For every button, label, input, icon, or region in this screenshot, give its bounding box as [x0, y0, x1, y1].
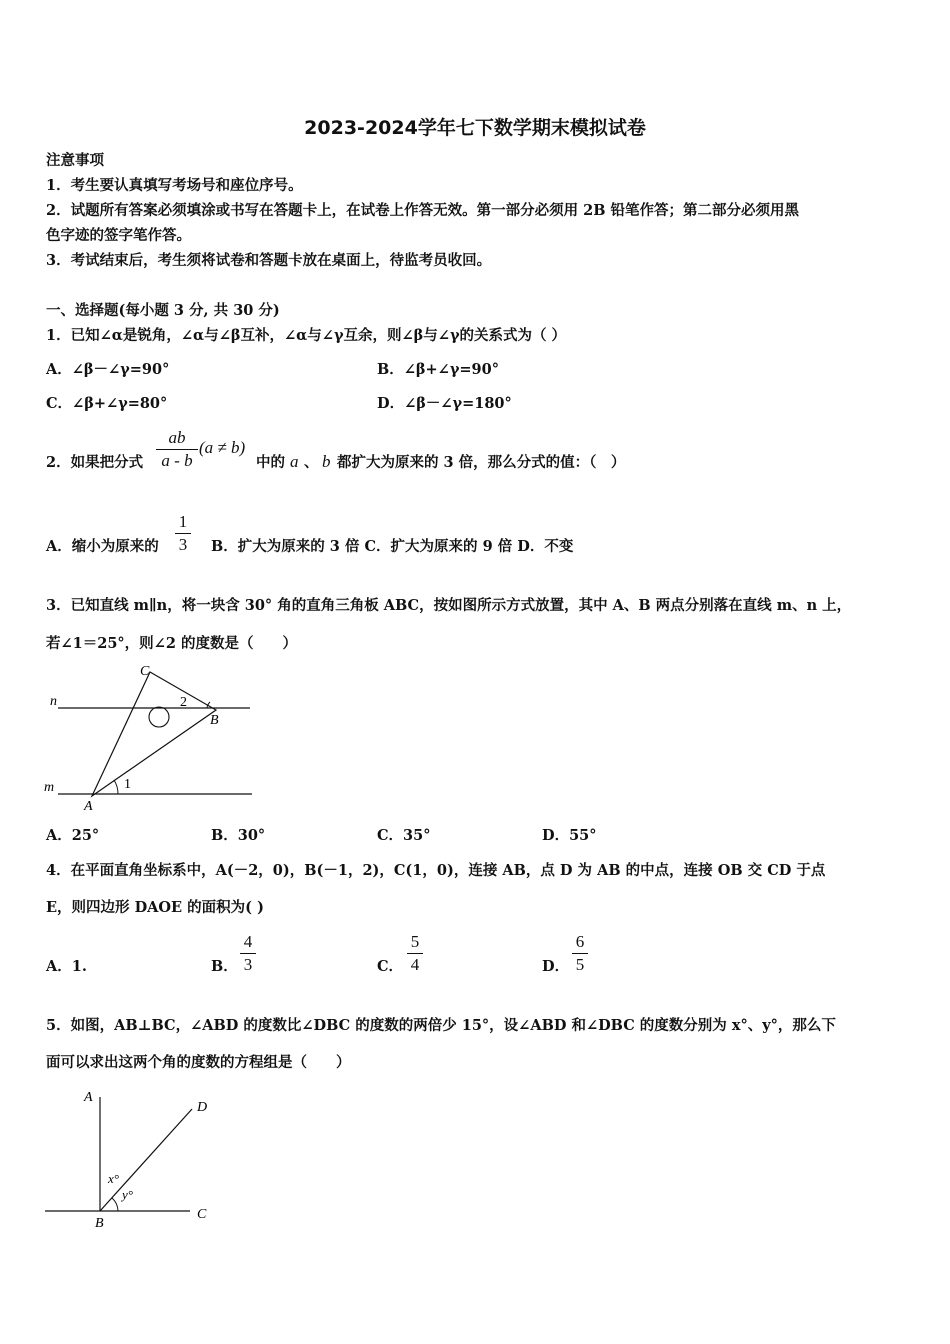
q4-option-c-denominator: 4	[410, 955, 420, 974]
q1-option-a: A．∠β－∠γ=90°	[46, 361, 170, 378]
q3-label-a: A	[84, 799, 93, 814]
q3-option-b: B．30°	[211, 827, 266, 844]
notice-heading: 注意事项	[46, 152, 104, 169]
q4-option-d-numerator: 6	[575, 932, 585, 951]
q1-option-b: B．∠β+∠γ=90°	[377, 361, 499, 378]
q4-stem-line2: E，则四边形 DAOE 的面积为( )	[46, 899, 264, 916]
q4-option-d-fraction	[572, 932, 588, 975]
q3-label-1: 1	[124, 777, 131, 792]
q2-fraction-numerator: ab	[168, 428, 186, 447]
page-title: 2023-2024学年七下数学期末模拟试卷	[304, 117, 646, 139]
q5-stem-line1: 5．如图，AB⊥BC，∠ABD 的度数比∠DBC 的度数的两倍少 15°，设∠ABD 和∠DBC 的度数分别为 x°、y°，那么下	[46, 1017, 836, 1034]
q5-figure	[40, 1085, 230, 1235]
q2-option-a-bar	[175, 533, 191, 534]
q2-fraction-bar	[156, 449, 198, 450]
q1-option-d: D．∠β－∠γ=180°	[377, 395, 512, 412]
q2-mid: 中的	[256, 454, 285, 471]
q3-label-2: 2	[180, 695, 187, 710]
q4-option-b-bar	[240, 953, 256, 954]
q5-label-x: x°	[108, 1171, 119, 1186]
q3-label-c: C	[140, 664, 150, 679]
q3-label-m: m	[44, 780, 55, 795]
q3-option-c: C．35°	[377, 827, 431, 844]
section-heading: 一、选择题(每小题 3 分, 共 30 分)	[46, 302, 280, 319]
q3-circle	[149, 707, 169, 727]
notice-item-1: 1．考生要认真填写考场号和座位序号。	[46, 177, 303, 194]
q4-stem-line1: 4．在平面直角坐标系中，A(－2，0)，B(－1，2)，C(1，0)，连接 AB，点 D 为 AB 的中点，连接 OB 交 CD 于点	[46, 862, 826, 879]
q5-label-c: C	[197, 1207, 207, 1222]
q4-option-c-label: C．	[377, 958, 404, 975]
q3-triangle	[92, 672, 216, 796]
q2-fraction	[156, 428, 198, 471]
q3-angle-1-arc	[114, 780, 118, 794]
q2-option-a-fraction	[175, 512, 191, 555]
q4-option-b-fraction	[240, 932, 256, 975]
q4-option-c-numerator: 5	[410, 932, 420, 951]
q3-figure	[40, 660, 260, 815]
notice-item-2-cont: 色字迹的签字笔作答。	[46, 227, 191, 244]
q2-option-a-numerator: 1	[178, 512, 188, 531]
q4-option-b-label: B．	[211, 958, 238, 975]
q4-option-d-denominator: 5	[575, 955, 585, 974]
q3-option-a: A．25°	[46, 827, 100, 844]
q5-stem-line2: 面可以求出这两个角的度数的方程组是（ ）	[46, 1054, 351, 1071]
q2-prefix: 2．如果把分式	[46, 454, 144, 471]
notice-item-3: 3．考试结束后，考生须将试卷和答题卡放在桌面上，待监考员收回。	[46, 252, 492, 269]
q2-suffix: 都扩大为原来的 3 倍，那么分式的值：（ ）	[337, 454, 626, 471]
q4-option-d-bar	[572, 953, 588, 954]
q4-option-c-fraction	[407, 932, 423, 975]
q3-option-d: D．55°	[542, 827, 597, 844]
q3-label-n: n	[50, 694, 57, 709]
q2-fraction-denominator: a - b	[161, 451, 193, 470]
q3-stem-line1: 3．已知直线 m∥n，将一块含 30° 角的直角三角板 ABC，按如图所示方式放置，其中 A、B 两点分别落在直线 m、n 上，	[46, 597, 852, 614]
q1-option-c: C．∠β+∠γ=80°	[46, 395, 168, 412]
q4-option-d-label: D．	[542, 958, 570, 975]
q5-label-a: A	[84, 1090, 93, 1105]
q3-stem-line2: 若∠1＝25°，则∠2 的度数是（ ）	[46, 635, 297, 652]
q4-option-a: A．1.	[46, 958, 87, 975]
q2-var-b: b	[322, 452, 331, 471]
q2-options-rest: B．扩大为原来的 3 倍 C．扩大为原来的 9 倍 D．不变	[211, 538, 574, 555]
q5-label-d: D	[197, 1100, 208, 1115]
q4-option-b-denominator: 3	[243, 955, 253, 974]
q2-var-a: a	[290, 452, 299, 471]
q3-label-b: B	[210, 713, 219, 728]
q5-label-y: y°	[122, 1187, 133, 1202]
q2-option-a-denominator: 3	[178, 535, 188, 554]
q2-separator: 、	[304, 454, 319, 471]
q4-option-b-numerator: 4	[243, 932, 253, 951]
q5-label-b: B	[95, 1216, 104, 1231]
q1-stem: 1．已知∠α是锐角，∠α与∠β互补，∠α与∠γ互余，则∠β与∠γ的关系式为（ ）	[46, 327, 567, 344]
q2-option-a: A．缩小为原来的	[46, 538, 159, 555]
q5-ray-bd	[100, 1109, 192, 1211]
notice-item-2: 2．试题所有答案必须填涂或书写在答题卡上，在试卷上作答无效。第一部分必须用 2B 铅笔作答；第二部分必须用黑	[46, 202, 800, 219]
q2-condition: (a ≠ b)	[199, 438, 246, 457]
q5-angle-y-arc	[112, 1198, 118, 1211]
q4-option-c-bar	[407, 953, 423, 954]
